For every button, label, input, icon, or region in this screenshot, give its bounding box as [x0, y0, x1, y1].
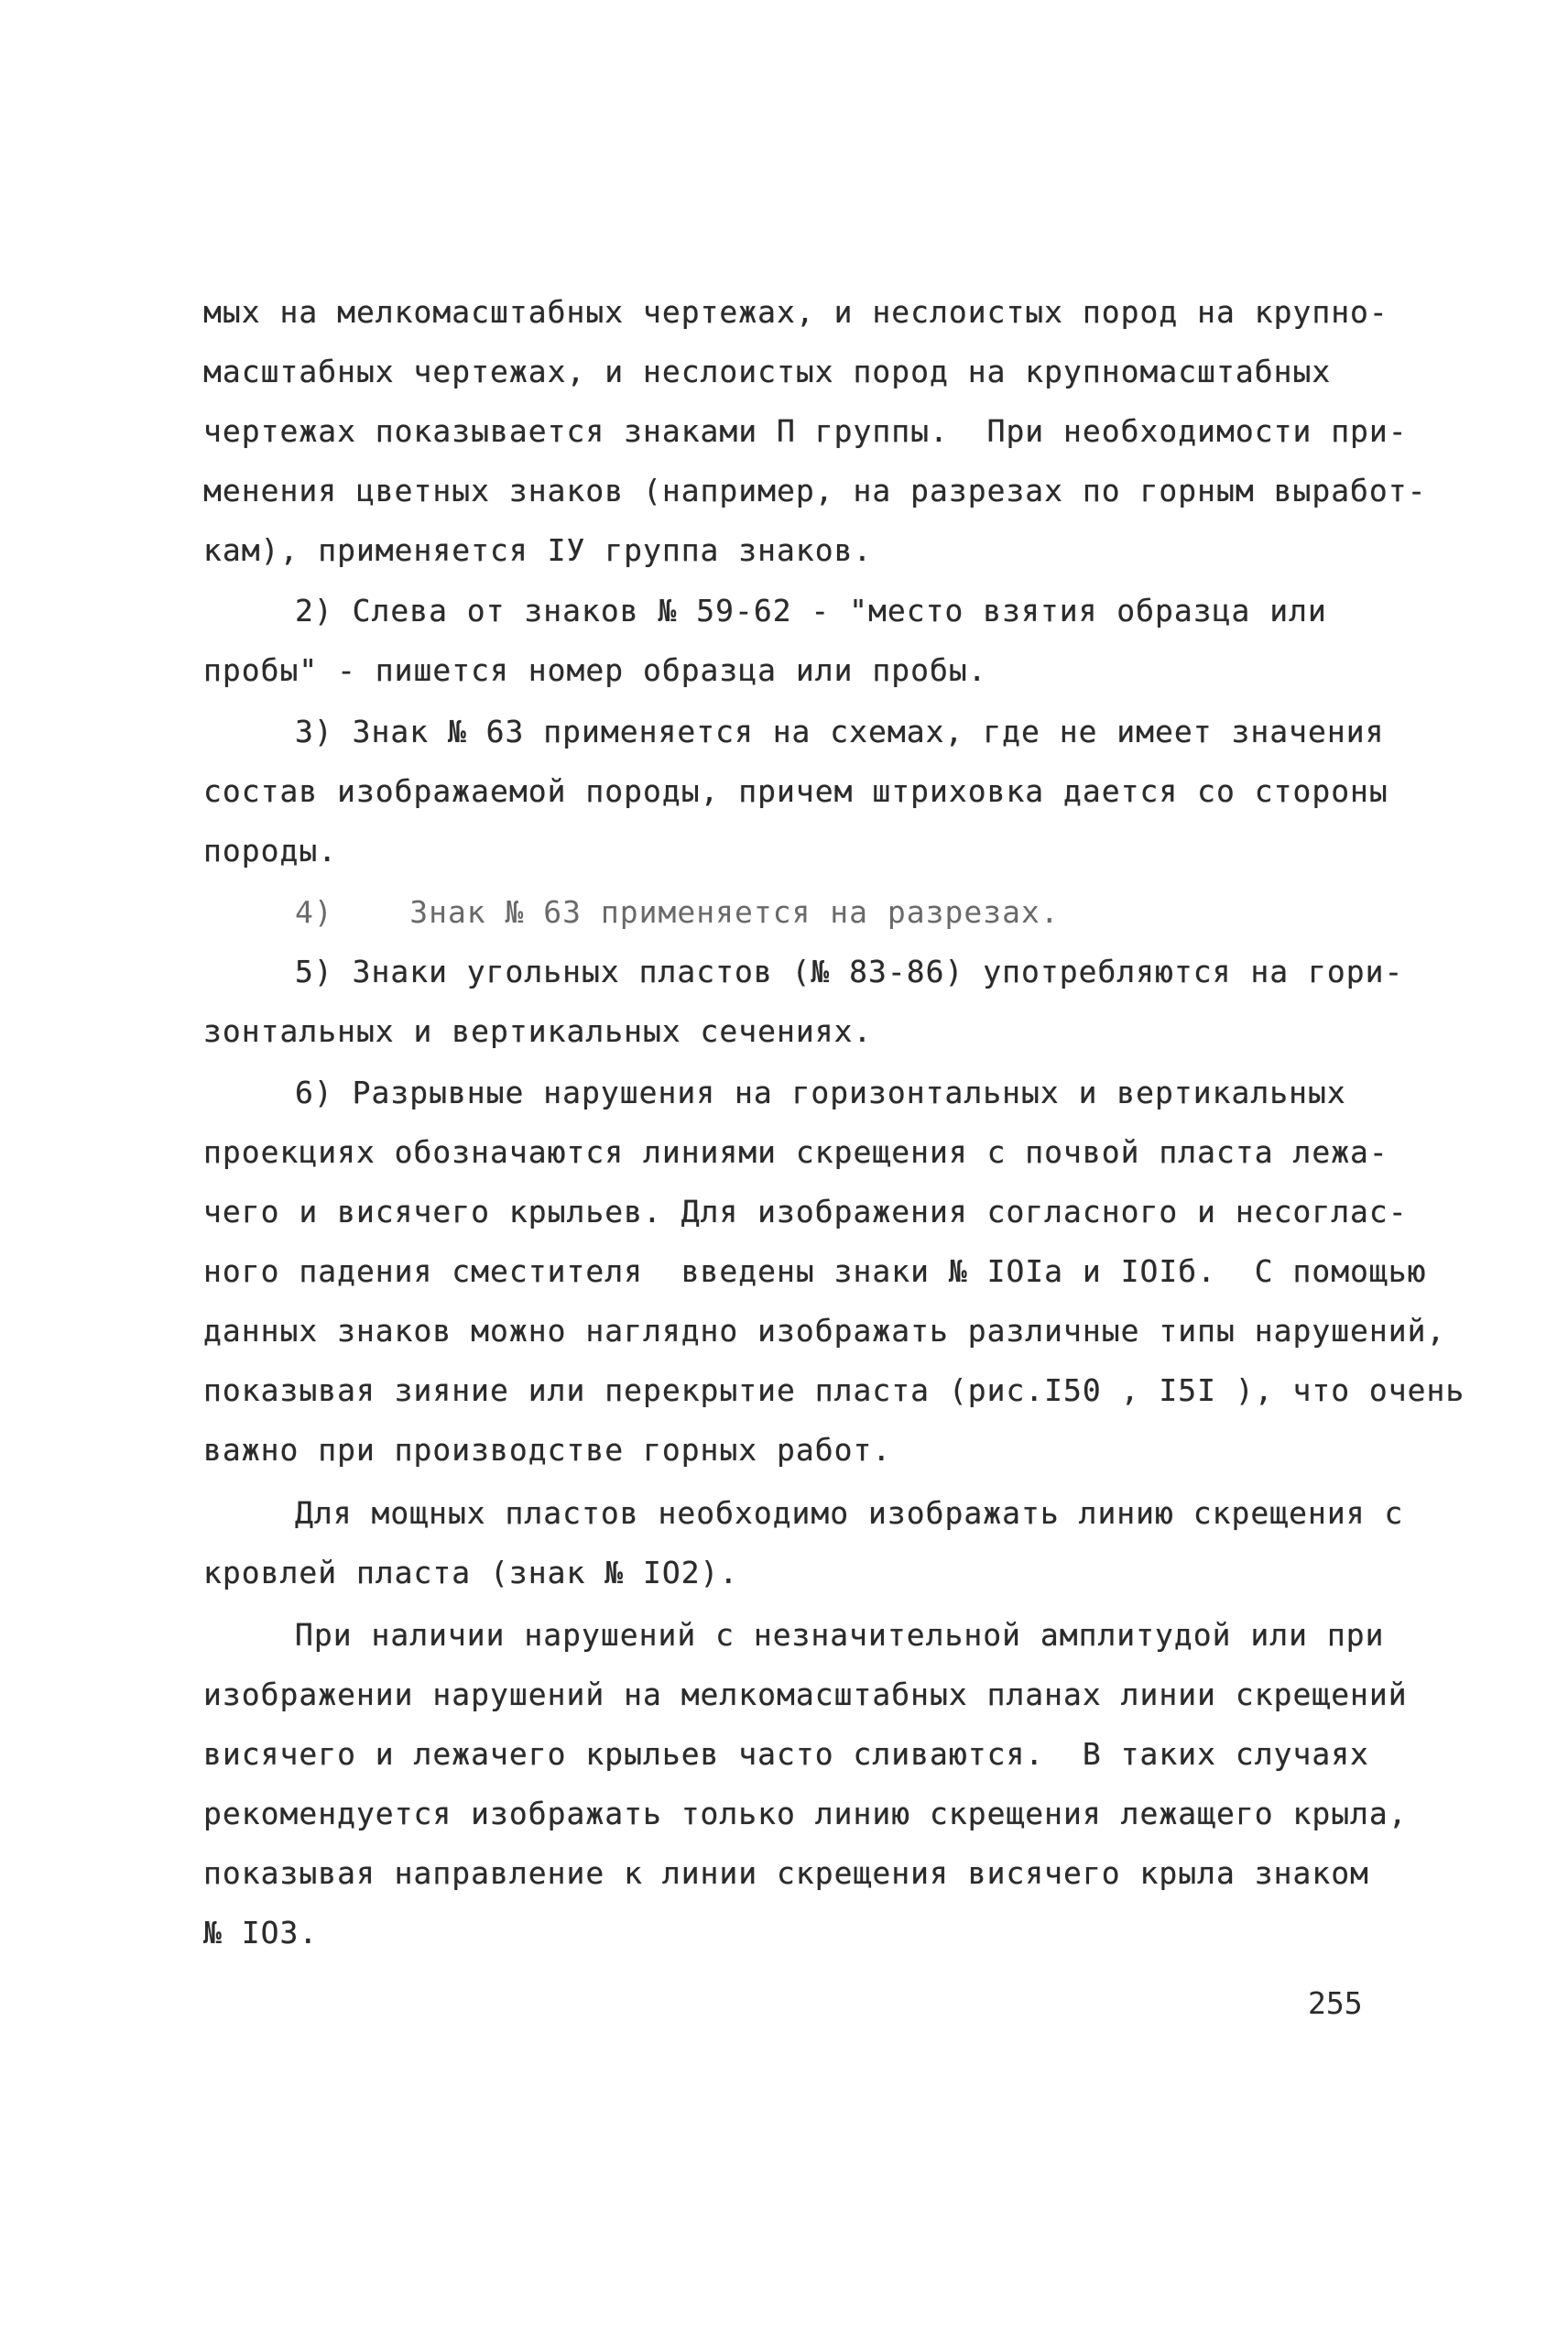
text-line: рекомендуется изображать только линию скрещения лежащего крыла, — [203, 1796, 1408, 1831]
text-line: чего и висячего крыльев. Для изображения согласного и несоглас- — [203, 1194, 1408, 1229]
text-line: ного падения сместителя введены знаки № IOIa и IOIб. С помощью — [203, 1253, 1427, 1289]
text-line: 6) Разрывные нарушения на горизонтальных и вертикальных — [295, 1075, 1346, 1110]
text-line: 3) Знак № 63 применяется на схемах, где не имеет значения — [295, 714, 1385, 749]
text-line: данных знаков можно наглядно изображать различные типы нарушений, — [203, 1313, 1446, 1349]
text-line: менения цветных знаков (например, на разрезах по горным выработ- — [203, 473, 1427, 508]
text-line: № IO3. — [203, 1915, 319, 1950]
text-line: показывая зияние или перекрытие пласта (рис.I50 , I5I ), что очень — [203, 1372, 1465, 1408]
text-line: Для мощных пластов необходимо изображать линию скрещения с — [295, 1495, 1404, 1531]
text-line: пробы" - пишется номер образца или пробы. — [203, 652, 987, 688]
text-line: кам), применяется IУ группа знаков. — [203, 532, 873, 568]
text-line: проекциях обозначаются линиями скрещения с почвой пласта лежа- — [203, 1134, 1388, 1170]
text-line: зонтальных и вертикальных сечениях. — [203, 1013, 873, 1049]
text-line: 5) Знаки угольных пластов (№ 83-86) употребляются на гори- — [295, 954, 1404, 989]
text-line: чертежах показывается знаками П группы. При необходимости при- — [203, 413, 1408, 449]
text-line: висячего и лежачего крыльев часто сливаются. В таких случаях — [203, 1736, 1369, 1772]
text-line: При наличии нарушений с незначительной амплитудой или при — [295, 1617, 1385, 1653]
page-number: 255 — [1308, 1985, 1363, 2021]
text-line: кровлей пласта (знак № IO2). — [203, 1555, 739, 1590]
text-line: масштабных чертежах, и неслоистых пород на крупномасштабных — [203, 354, 1332, 389]
text-line: 4) Знак № 63 применяется на разрезах. — [295, 894, 1060, 930]
text-line: важно при производстве горных работ. — [203, 1432, 892, 1468]
text-line: изображении нарушений на мелкомасштабных планах линии скрещений — [203, 1677, 1408, 1712]
text-line: породы. — [203, 833, 338, 869]
text-line: показывая направление к линии скрещения висячего крыла знаком — [203, 1855, 1369, 1891]
text-line: мых на мелкомасштабных чертежах, и неслоистых пород на крупно- — [203, 294, 1388, 330]
text-line: состав изображаемой породы, причем штриховка дается со стороны — [203, 773, 1388, 809]
text-line: 2) Слева от знаков № 59-62 - "место взятия образца или — [295, 593, 1327, 628]
